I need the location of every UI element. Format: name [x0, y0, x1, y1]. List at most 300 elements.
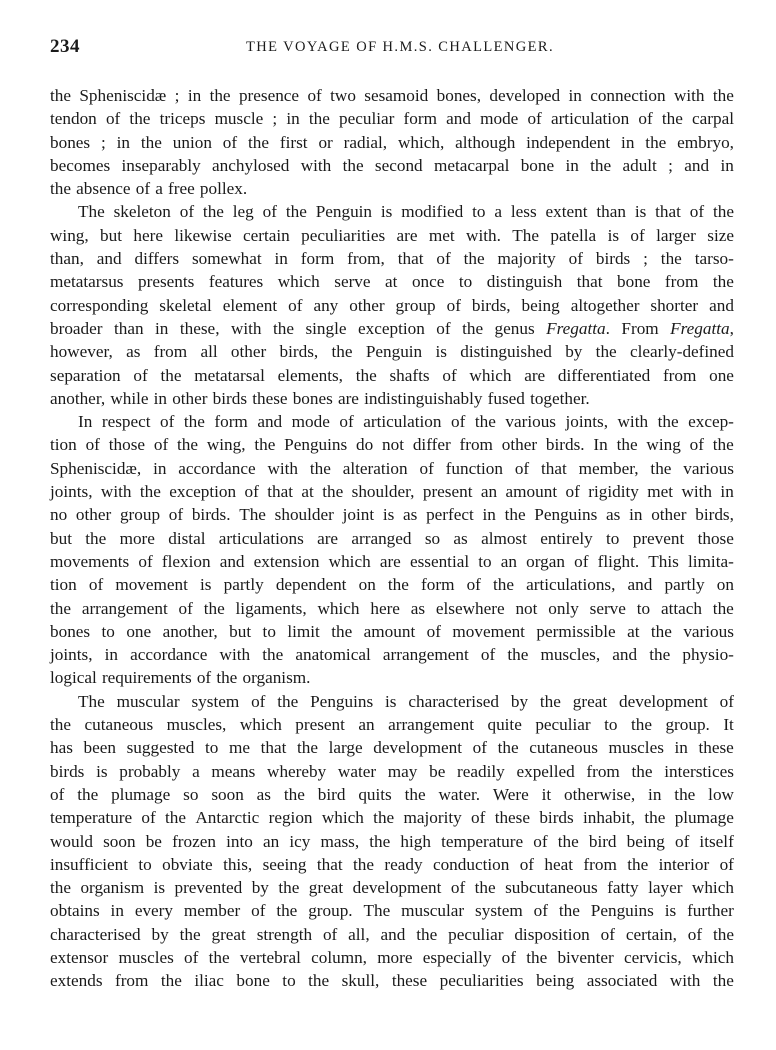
text-line [50, 480, 734, 503]
word: in [153, 458, 167, 478]
word: characterised [50, 924, 141, 944]
word: the [179, 924, 201, 944]
word: of [471, 808, 486, 828]
word: are [337, 388, 359, 408]
word: has [50, 738, 73, 758]
word: from [664, 272, 699, 292]
word: is [382, 505, 395, 525]
word: group. [308, 901, 353, 921]
word: amount [505, 482, 558, 502]
word: to [636, 598, 651, 618]
word: from [662, 365, 697, 385]
word: from [153, 342, 188, 362]
word: the [416, 924, 438, 944]
word: frozen [172, 831, 216, 851]
word: soon [103, 831, 136, 851]
word: muscles [118, 947, 174, 967]
word: disposition [514, 924, 590, 944]
word: and [446, 109, 471, 129]
word: bird [317, 784, 346, 804]
word: majority [403, 808, 462, 828]
word: tion [50, 435, 77, 455]
text-line [50, 317, 734, 340]
word: bones [50, 621, 91, 641]
word: of [574, 551, 589, 571]
word: metacarpal [433, 155, 510, 175]
word: is [96, 761, 108, 781]
word: group [395, 295, 436, 315]
word: the [278, 878, 300, 898]
word: with [681, 482, 713, 502]
word: of [179, 202, 195, 222]
word: various [683, 458, 734, 478]
word: respect [101, 412, 151, 432]
word: in [187, 86, 202, 105]
text-line [50, 969, 734, 992]
word: be [429, 761, 446, 781]
word: these [494, 808, 531, 828]
text-line [50, 853, 734, 876]
word: bones [292, 388, 333, 408]
word: is [153, 878, 166, 898]
word: is [435, 342, 447, 362]
word: of [451, 412, 466, 432]
word: in [621, 132, 635, 152]
word: is [664, 901, 677, 921]
word: form [421, 575, 455, 595]
word: carpal [692, 109, 734, 129]
word: not [382, 435, 404, 455]
word: inhabit, [583, 808, 636, 828]
text-line [50, 84, 734, 107]
word: of [501, 947, 516, 967]
word: being [521, 295, 560, 315]
word: development [373, 738, 463, 758]
text-line [50, 573, 734, 596]
word: is [607, 225, 620, 245]
word: the [373, 808, 395, 828]
word: which [239, 715, 282, 735]
word: of [519, 854, 535, 874]
word: water [337, 761, 377, 781]
word: limit [287, 621, 320, 641]
word: Penguin [315, 202, 373, 222]
word: to [606, 528, 620, 548]
word: fatty [607, 878, 639, 898]
word: of [262, 202, 277, 222]
word: conduction [432, 854, 510, 874]
word: of [133, 365, 148, 385]
word: of [442, 365, 457, 385]
word: are [524, 365, 546, 385]
word: of [480, 645, 496, 665]
word: of [88, 575, 104, 595]
word: as [256, 784, 271, 804]
word: limita- [688, 551, 734, 571]
word: the [276, 901, 298, 921]
word: no [50, 505, 68, 525]
word: genus [494, 318, 535, 338]
word: the [77, 784, 99, 804]
word: other [501, 435, 538, 455]
word: muscles, [540, 645, 601, 665]
word: low [708, 784, 734, 804]
word: group [119, 505, 161, 525]
word: together. [530, 388, 590, 408]
word: partly [664, 575, 705, 595]
word: prevented [174, 878, 243, 898]
word: joint [342, 505, 375, 525]
word: arrangement [81, 598, 168, 618]
word: of [426, 621, 441, 641]
word: birds [50, 761, 85, 781]
word: suggested [126, 738, 195, 758]
word: the [209, 86, 231, 105]
word: interior [658, 854, 710, 874]
word: muscular [116, 691, 180, 711]
word: element [222, 295, 278, 315]
word: quits [358, 784, 392, 804]
word: soon [211, 784, 244, 804]
word: arrangement [388, 715, 474, 735]
word: the [322, 482, 344, 502]
word: region [268, 808, 313, 828]
word: exception [169, 482, 237, 502]
word: In [593, 435, 608, 455]
word: to [205, 738, 219, 758]
word: function [445, 458, 503, 478]
word: attach [660, 598, 702, 618]
word: which [328, 551, 371, 571]
word: whereby [267, 761, 327, 781]
word: means [211, 761, 256, 781]
word: of [533, 901, 548, 921]
word: amount [363, 621, 416, 641]
word: the [309, 458, 331, 478]
word: in [648, 784, 662, 804]
word: of [436, 318, 451, 338]
word: which, [397, 132, 445, 152]
word: separation [50, 365, 121, 385]
word: movement [452, 621, 525, 641]
text-line [50, 806, 734, 829]
text-line [50, 643, 734, 666]
word: with [669, 971, 701, 991]
word: the [331, 342, 353, 362]
word: muscular [401, 901, 465, 921]
word: by [565, 342, 583, 362]
word: which [321, 808, 364, 828]
word: the [474, 878, 496, 898]
word: of [339, 412, 354, 432]
word: peculiar [448, 924, 504, 944]
word: the [657, 412, 679, 432]
word: these [391, 971, 428, 991]
word: mode [291, 412, 330, 432]
word: expelled [516, 761, 575, 781]
word: metatarsal [194, 365, 265, 385]
word: joints, [50, 645, 93, 665]
text-line [50, 433, 734, 456]
word: pollex. [199, 179, 248, 199]
word: great [308, 878, 344, 898]
word: probably [119, 761, 181, 781]
word: articulation [550, 109, 630, 129]
word: Penguin [365, 342, 423, 362]
word: inseparably [121, 155, 201, 175]
word: of [446, 295, 461, 315]
text-line [50, 923, 734, 946]
word: the [208, 947, 230, 967]
word: that [576, 272, 603, 292]
word: of [50, 784, 65, 804]
word: altogether [570, 295, 640, 315]
word: and [219, 551, 245, 571]
word: the [285, 202, 307, 222]
text-line [50, 294, 734, 317]
text-line [50, 876, 734, 899]
word: which [691, 878, 734, 898]
word: that [260, 738, 287, 758]
word: iliac [194, 971, 224, 991]
word: with [300, 155, 332, 175]
text-line [50, 690, 734, 713]
word: the [712, 86, 734, 105]
word: especially [422, 947, 492, 967]
word: in [155, 318, 169, 338]
word: organ [526, 551, 565, 571]
word: in [565, 155, 579, 175]
word: single [305, 318, 347, 338]
word: developed [489, 86, 561, 105]
word: distinguish [486, 272, 563, 292]
word: cutaneous [529, 738, 598, 758]
word: in [720, 155, 734, 175]
word: independent [526, 132, 611, 152]
text-line [50, 457, 734, 480]
text-line [50, 527, 734, 550]
word: union [172, 132, 212, 152]
word: various [505, 412, 556, 432]
word: from [586, 761, 620, 781]
word: form [300, 249, 335, 269]
word: the [50, 179, 71, 199]
word: plumage [111, 784, 171, 804]
word: of [687, 924, 703, 944]
word: birds. [545, 435, 585, 455]
word: metatarsus [50, 272, 124, 292]
word: leg [232, 202, 254, 222]
running-title: THE VOYAGE OF H.M.S. CHALLENGER. [246, 39, 554, 55]
word: joints, [565, 412, 608, 432]
word: layer [648, 878, 683, 898]
word: the [631, 761, 653, 781]
word: larger [656, 225, 696, 245]
word: adult [622, 155, 657, 175]
word: and [709, 295, 734, 315]
word: the [557, 831, 579, 851]
word: more [377, 947, 413, 967]
word: form [214, 412, 248, 432]
word: and [96, 249, 122, 269]
word: of [450, 878, 466, 898]
word: and [684, 155, 710, 175]
word: joints, [50, 482, 93, 502]
word: the [203, 598, 225, 618]
word: The [239, 505, 266, 525]
page-number: 234 [50, 36, 80, 57]
word: associated [586, 971, 658, 991]
word: the [661, 109, 683, 129]
word: one [709, 365, 734, 385]
word: than [596, 202, 626, 222]
word: distal [168, 528, 206, 548]
word: at [385, 272, 398, 292]
word: ; [272, 109, 278, 129]
word: accordance [130, 645, 208, 665]
word: other [230, 342, 267, 362]
word: other [651, 505, 687, 525]
word: The [363, 901, 391, 921]
word: development [618, 691, 708, 711]
text-line [50, 830, 734, 853]
word: peculiar [339, 109, 395, 129]
word: met [428, 225, 455, 245]
word: ; [100, 132, 106, 152]
word: flexion [161, 551, 211, 571]
word: entirely [540, 528, 593, 548]
word: interstices [664, 761, 734, 781]
word: those [108, 435, 146, 455]
word: the [216, 668, 238, 688]
word: serve [589, 598, 626, 618]
word: development [352, 878, 442, 898]
word: wing, [206, 435, 246, 455]
text-line [50, 666, 734, 689]
word: peculiarities [439, 971, 524, 991]
word: is [380, 202, 393, 222]
word: which [469, 365, 512, 385]
word: second [374, 155, 423, 175]
word: otherwise, [564, 784, 636, 804]
word: which [317, 598, 360, 618]
text-line [50, 387, 734, 410]
text-line [50, 224, 734, 247]
word: elsewhere [435, 598, 505, 618]
word: column, [311, 947, 367, 967]
word: the [140, 132, 162, 152]
word: connection [590, 86, 666, 105]
text-line [50, 200, 734, 223]
word: somewhat [191, 249, 262, 269]
word: the [650, 458, 672, 478]
word: than, [50, 249, 84, 269]
word: indistinguishably [364, 388, 483, 408]
word: free [168, 179, 195, 199]
word: the [308, 109, 330, 129]
word: rigidity [588, 482, 639, 502]
word: by [510, 691, 529, 711]
word: icy [289, 831, 311, 851]
word: the [139, 482, 161, 502]
word: with [100, 482, 132, 502]
word: of [222, 132, 238, 152]
word: birds. [191, 505, 231, 525]
word: great [211, 924, 246, 944]
word: it [541, 784, 552, 804]
word: the [331, 621, 353, 641]
word: the [674, 784, 696, 804]
word: wing [646, 435, 681, 455]
word: to [604, 715, 618, 735]
word: logical [50, 668, 97, 688]
text-line [50, 783, 734, 806]
word: in [720, 482, 734, 502]
word: becomes [50, 155, 111, 175]
word: clearly-defined [629, 342, 734, 362]
word: vertebral [239, 947, 301, 967]
word: two [330, 86, 356, 105]
word: with. [466, 225, 501, 245]
word: broader [50, 318, 103, 338]
word: the [712, 202, 734, 222]
word: peculiar [535, 715, 591, 735]
word: bone [236, 971, 270, 991]
word: of [466, 575, 481, 595]
word: extensor [50, 947, 109, 967]
word: of [153, 435, 169, 455]
word: at [301, 482, 314, 502]
word: be [145, 831, 162, 851]
word: Spheniscidæ [79, 86, 167, 105]
word: member, [578, 458, 639, 478]
word: of [600, 924, 615, 944]
word: with [230, 318, 262, 338]
word: bird [588, 831, 617, 851]
word: the [160, 365, 182, 385]
word: being [536, 971, 575, 991]
word: the [616, 435, 638, 455]
word: the [160, 971, 182, 991]
word: the [645, 132, 667, 152]
word: corresponding [50, 295, 149, 315]
word: are [396, 225, 418, 245]
word: by [251, 878, 269, 898]
word: the [50, 598, 71, 618]
text-line [50, 760, 734, 783]
word: articulations, [526, 575, 616, 595]
word: group. [665, 715, 710, 735]
word: to [458, 272, 473, 292]
word: the [595, 342, 617, 362]
word: muscles [608, 738, 664, 758]
word: anchylosed [212, 155, 290, 175]
word: in [153, 388, 168, 408]
word: of [719, 691, 734, 711]
word: birds [539, 808, 574, 828]
word: once [411, 272, 445, 292]
word: extension [253, 551, 320, 571]
word: of [135, 179, 151, 199]
word: organism. [242, 668, 311, 688]
word: an [358, 715, 375, 735]
text-line [50, 503, 734, 526]
word: serve [334, 272, 371, 292]
word: the [296, 738, 318, 758]
word: insufficient [50, 854, 128, 874]
word: on [716, 575, 734, 595]
word: great [572, 691, 608, 711]
